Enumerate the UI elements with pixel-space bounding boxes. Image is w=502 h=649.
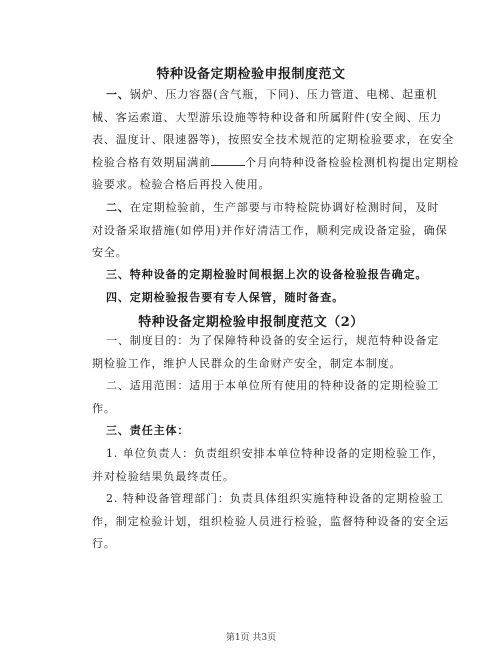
responsibility-2-line-1: 2. 特种设备管理部门：负责具体组织实施特种设备的定期检验工 (106, 492, 444, 505)
responsibility-heading: 三、责任主体： (106, 424, 190, 437)
item-2-line-3: 安全。 (92, 246, 128, 259)
item-1-line-1: 锅炉、压力容器(含气瓶，下同)、压力管道、电梯、起重机 (129, 88, 438, 101)
document-title: 特种设备定期检验申报制度范文 (156, 67, 346, 82)
item-3-text: 三、特种设备的定期检验时间根据上次的设备检验报告确定。 (106, 268, 428, 281)
item-4-paragraph (92, 287, 410, 310)
item-3-paragraph (92, 264, 428, 287)
item-2-line-1: 在定期检验前，生产部要与市特检院协调好检测时间，及时 (129, 201, 440, 214)
responsibility-1-line-2: 并对检验结果负最终责任。 (92, 469, 235, 483)
item-1-line-5: 验要求。检验合格后再投入使用。 (92, 178, 271, 191)
item-1-line-4b: 个月向特种设备检验检测机构提出定期检 (245, 155, 460, 169)
item-1-line-4a: 检验合格有效期届满前 (92, 155, 211, 169)
item-4-text: 四、定期检验报告要有专人保管，随时备查。 (106, 291, 344, 304)
responsibility-2-line-3: 行。 (92, 537, 116, 550)
purpose-line-1: 一、制度目的：为了保障特种设备的安全运行，规范特种设备定 (106, 334, 440, 347)
item-1-number: 一、 (106, 88, 130, 101)
fill-in-blank (211, 153, 245, 166)
page-footer: 第1页 共3页 (225, 633, 277, 643)
responsibility-1-paragraph (92, 443, 444, 488)
item-1-paragraph (92, 84, 460, 197)
scope-paragraph (92, 375, 440, 420)
item-2-line-2: 对设备采取措施(如停用)并作好清洁工作，顺利完成设备定验，确保 (92, 223, 448, 237)
responsibility-heading-paragraph (92, 420, 410, 443)
purpose-line-2: 期检验工作，维护人民群众的生命财产安全，制定本制度。 (92, 356, 402, 370)
section-2-title: 特种设备定期检验申报制度范文（2） (138, 315, 364, 330)
item-2-paragraph (92, 197, 448, 265)
responsibility-2-paragraph (92, 488, 449, 556)
item-1-line-2: 械、客运索道、大型游乐设施等特种设备和所属附件(安全阀、压力 (92, 110, 443, 124)
purpose-paragraph (92, 330, 440, 375)
scope-line-1: 二、适用范围：适用于本单位所有使用的特种设备的定期检验工 (106, 379, 440, 392)
responsibility-2-line-2: 作，制定检验计划，组织检验人员进行检验，监督特种设备的安全运 (92, 514, 449, 528)
responsibility-1-line-1: 1. 单位负责人：负责组织安排本单位特种设备的定期检验工作， (106, 447, 444, 460)
item-2-number: 二、 (106, 201, 130, 214)
item-1-line-3: 表、温度计、限速器等)，按照安全技术规范的定期检验要求，在安全 (92, 133, 455, 146)
scope-line-2: 作。 (92, 401, 116, 415)
